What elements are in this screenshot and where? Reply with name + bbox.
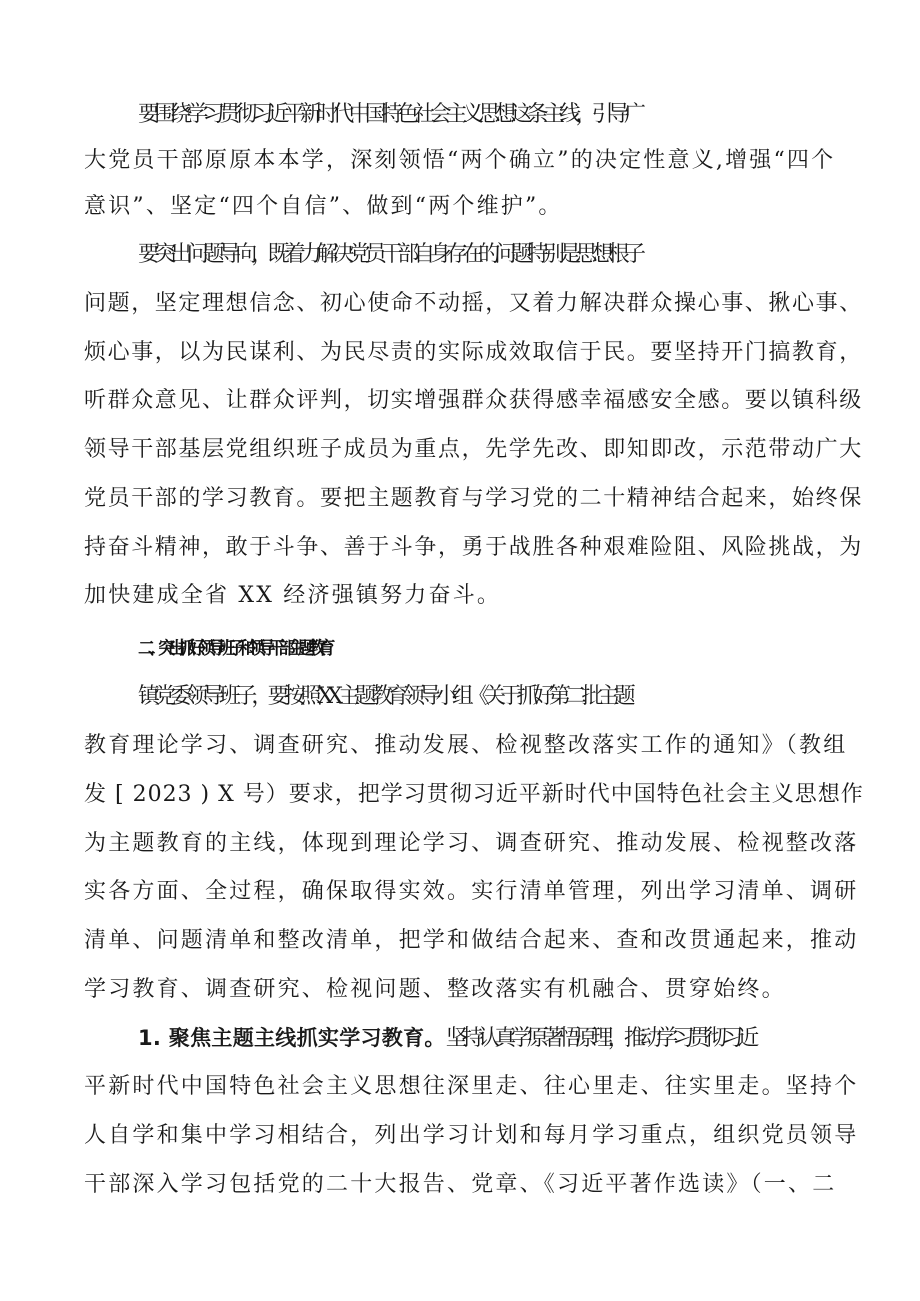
section-heading: 二、突出抓好领导班子和领导干部主题教育 (138, 639, 328, 659)
paragraph-2-line-5: 领导干部基层党组织班子成员为重点，先学先改、即知即改，示范带动广大 (84, 437, 863, 462)
paragraph-3-line-4: 为主题教育的主线，体现到理论学习、调查研究、推动发展、检视整改落 (84, 831, 859, 856)
paragraph-2-line-4: 听群众意见、让群众评判，切实增强群众获得感幸福感安全感。要以镇科级 (84, 388, 863, 413)
paragraph-2-line-7: 持奋斗精神，敢于斗争、善于斗争，勇于战胜各种艰难险阻、风险挑战，为 (84, 535, 863, 560)
paragraph-3-line-6: 清单、问题清单和整改清单，把学和做结合起来、查和改贯通起来，推动 (84, 928, 859, 953)
paragraph-2-line-6: 党员干部的学习教育。要把主题教育与学习党的二十精神结合起来，始终保 (84, 486, 863, 511)
paragraph-3-line-7: 学习教育、调查研究、检视问题、整改落实有机融合、贯穿始终。 (84, 977, 786, 1002)
paragraph-3-line-1: 镇党委领导班子，要按照 XX 主题教育领导小组《关于抓好第二批主题 (138, 684, 630, 709)
paragraph-2-line-8: 加快建成全省 XX 经济强镇努力奋斗。 (84, 583, 502, 608)
paragraph-3-line-5: 实各方面、全过程，确保取得实效。实行清单管理，列出学习清单、调研 (84, 879, 859, 904)
paragraph-4-line-4: 干部深入学习包括党的二十大报告、党章、《习近平著作选读》（一、二 (84, 1172, 837, 1197)
paragraph-2-line-1: 要突出问题导向，既着力解决党员干部自身存在的问题特别是思想根子 (138, 242, 641, 267)
paragraph-1-line-1: 要围绕学习贯彻习近平新时代中国特色社会主义思想这条主线，引导广 (138, 102, 641, 127)
paragraph-4-line-1 (138, 1023, 918, 1054)
paragraph-2-line-3: 烦心事，以为民谋利、为民尽责的实际成效取信于民。要坚持开门搞教育， (84, 340, 863, 365)
paragraph-3-line-2: 教育理论学习、调查研究、推动发展、检视整改落实工作的通知》（教组 (84, 733, 848, 758)
paragraph-1-line-2: 大党员干部原原本本学，深刻领悟“两个确立”的决定性意义,增强“四个 (84, 148, 836, 173)
paragraph-1-line-3: 意识”、坚定“四个自信”、做到“两个维护”。 (84, 194, 563, 219)
paragraph-4-line-2: 平新时代中国特色社会主义思想往深里走、往心里走、往实里走。坚持个 (84, 1074, 859, 1099)
paragraph-4-line-3: 人自学和集中学习相结合，列出学习计划和每月学习重点，组织党员领导 (84, 1123, 859, 1148)
paragraph-4-line-1-text: 坚持认真学原著悟原理，推动学习贯彻习近 (445, 1026, 754, 1051)
paragraph-4-lead: 1. 聚焦主题主线抓实学习教育。 (138, 1026, 446, 1050)
paragraph-3-line-3: 发 [ 2023 ) X 号）要求，把学习贯彻习近平新时代中国特色社会主义思想作 (84, 782, 864, 807)
paragraph-2-line-2: 问题，坚定理想信念、初心使命不动摇，又着力解决群众操心事、揪心事、 (84, 291, 863, 316)
